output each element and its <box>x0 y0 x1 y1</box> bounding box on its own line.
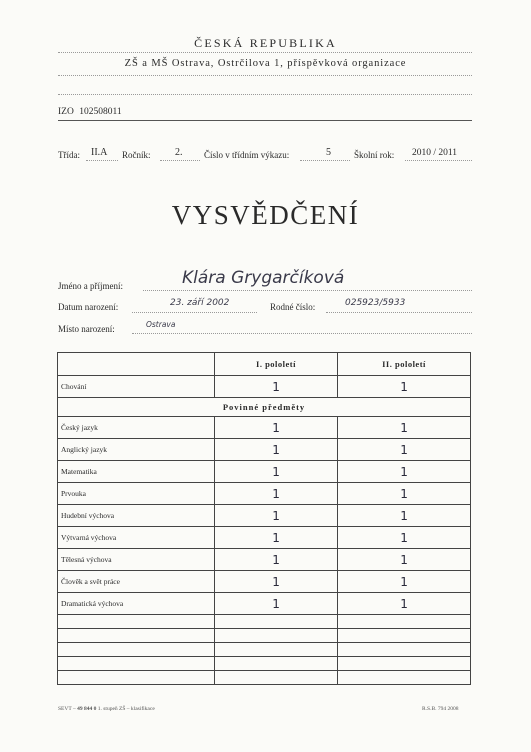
table-row <box>58 549 471 571</box>
izo-row <box>58 107 122 117</box>
document-title: VYSVĚDČENÍ <box>171 200 360 230</box>
cislo-dots <box>300 160 350 161</box>
header-first-term: I. pololetí <box>215 353 338 376</box>
cislo-label: Číslo v třídním výkazu: <box>204 150 290 160</box>
grade-second-term: 1 <box>338 571 471 593</box>
subject-label: Výtvarná výchova <box>58 527 215 549</box>
subject-label: Prvouka <box>58 483 215 505</box>
grade-first-term: 1 <box>215 483 338 505</box>
grade-second-term: 1 <box>338 483 471 505</box>
section-row <box>58 398 471 417</box>
grade-first-term: 1 <box>215 505 338 527</box>
grade-first-term: 1 <box>215 571 338 593</box>
footer-suffix: 1. stupeň ZŠ – klasifikace <box>97 706 155 712</box>
conduct-grade-2: 1 <box>338 376 471 398</box>
dob-label: Datum narození: <box>58 302 119 312</box>
table-row <box>58 461 471 483</box>
table-row <box>58 571 471 593</box>
blank-row <box>58 615 471 629</box>
grades-table <box>57 352 471 685</box>
section-title: Povinné předměty <box>58 398 471 417</box>
name-value: Klára Grygarčíková <box>182 268 345 288</box>
school-underline <box>58 75 472 76</box>
blank-line <box>58 94 472 95</box>
table-header-row <box>58 353 471 376</box>
grade-first-term: 1 <box>215 461 338 483</box>
subject-label: Matematika <box>58 461 215 483</box>
country-underline <box>58 52 472 53</box>
grade-second-term: 1 <box>338 593 471 615</box>
pob-label: Místo narození: <box>58 324 115 334</box>
rc-label: Rodné číslo: <box>270 302 316 312</box>
subject-label: Hudební výchova <box>58 505 215 527</box>
rok-value: 2010 / 2011 <box>412 148 458 158</box>
subject-label: Český jazyk <box>58 417 215 439</box>
school-name: ZŠ a MŠ Ostrava, Ostrčilova 1, příspěvková organizace <box>124 58 407 69</box>
rc-value: 025923/5933 <box>345 298 406 308</box>
subject-label: Tělesná výchova <box>58 549 215 571</box>
trida-dots <box>86 160 118 161</box>
subject-label: Člověk a svět práce <box>58 571 215 593</box>
subject-label: Anglický jazyk <box>58 439 215 461</box>
country-heading: ČESKÁ REPUBLIKA <box>194 36 337 50</box>
trida-label: Třída: <box>58 150 80 160</box>
grade-first-term: 1 <box>215 593 338 615</box>
grade-first-term: 1 <box>215 549 338 571</box>
dob-dots <box>132 312 257 313</box>
cislo-value: 5 <box>326 147 331 158</box>
grade-second-term: 1 <box>338 527 471 549</box>
table-row <box>58 376 471 398</box>
rocnik-value: 2. <box>175 147 183 158</box>
pob-value: Ostrava <box>146 320 176 329</box>
conduct-grade-1: 1 <box>215 376 338 398</box>
rok-dots <box>405 160 472 161</box>
blank-row <box>58 643 471 657</box>
izo-value: 102508011 <box>79 107 122 117</box>
blank-row <box>58 657 471 671</box>
rocnik-label: Ročník: <box>122 150 151 160</box>
footer-code: 49 844 0 <box>77 706 97 712</box>
conduct-label: Chování <box>58 376 215 398</box>
grade-second-term: 1 <box>338 549 471 571</box>
rok-label: Školní rok: <box>354 150 395 160</box>
table-row <box>58 439 471 461</box>
table-row <box>58 527 471 549</box>
pob-dots <box>132 333 472 334</box>
izo-label: IZO <box>58 107 74 117</box>
trida-value: II.A <box>91 147 108 158</box>
footer-left <box>58 706 155 712</box>
blank-row <box>58 671 471 685</box>
dob-value: 23. září 2002 <box>170 298 230 308</box>
rc-dots <box>326 312 472 313</box>
grade-second-term: 1 <box>338 417 471 439</box>
rocnik-dots <box>160 160 200 161</box>
header-second-term: II. pololetí <box>338 353 471 376</box>
subject-label: Dramatická výchova <box>58 593 215 615</box>
table-row <box>58 505 471 527</box>
table-row <box>58 593 471 615</box>
izo-underline <box>58 120 472 121</box>
grade-first-term: 1 <box>215 527 338 549</box>
grade-second-term: 1 <box>338 461 471 483</box>
grade-second-term: 1 <box>338 505 471 527</box>
blank-row <box>58 629 471 643</box>
header-empty-cell <box>58 353 215 376</box>
footer-right: R.S.B. 794 2008 <box>422 706 459 712</box>
table-row <box>58 483 471 505</box>
table-row <box>58 417 471 439</box>
grade-first-term: 1 <box>215 439 338 461</box>
footer-prefix: SEVT – <box>58 706 76 712</box>
grade-second-term: 1 <box>338 439 471 461</box>
name-dots <box>143 290 472 291</box>
grade-first-term: 1 <box>215 417 338 439</box>
name-label: Jméno a příjmení: <box>58 281 123 291</box>
